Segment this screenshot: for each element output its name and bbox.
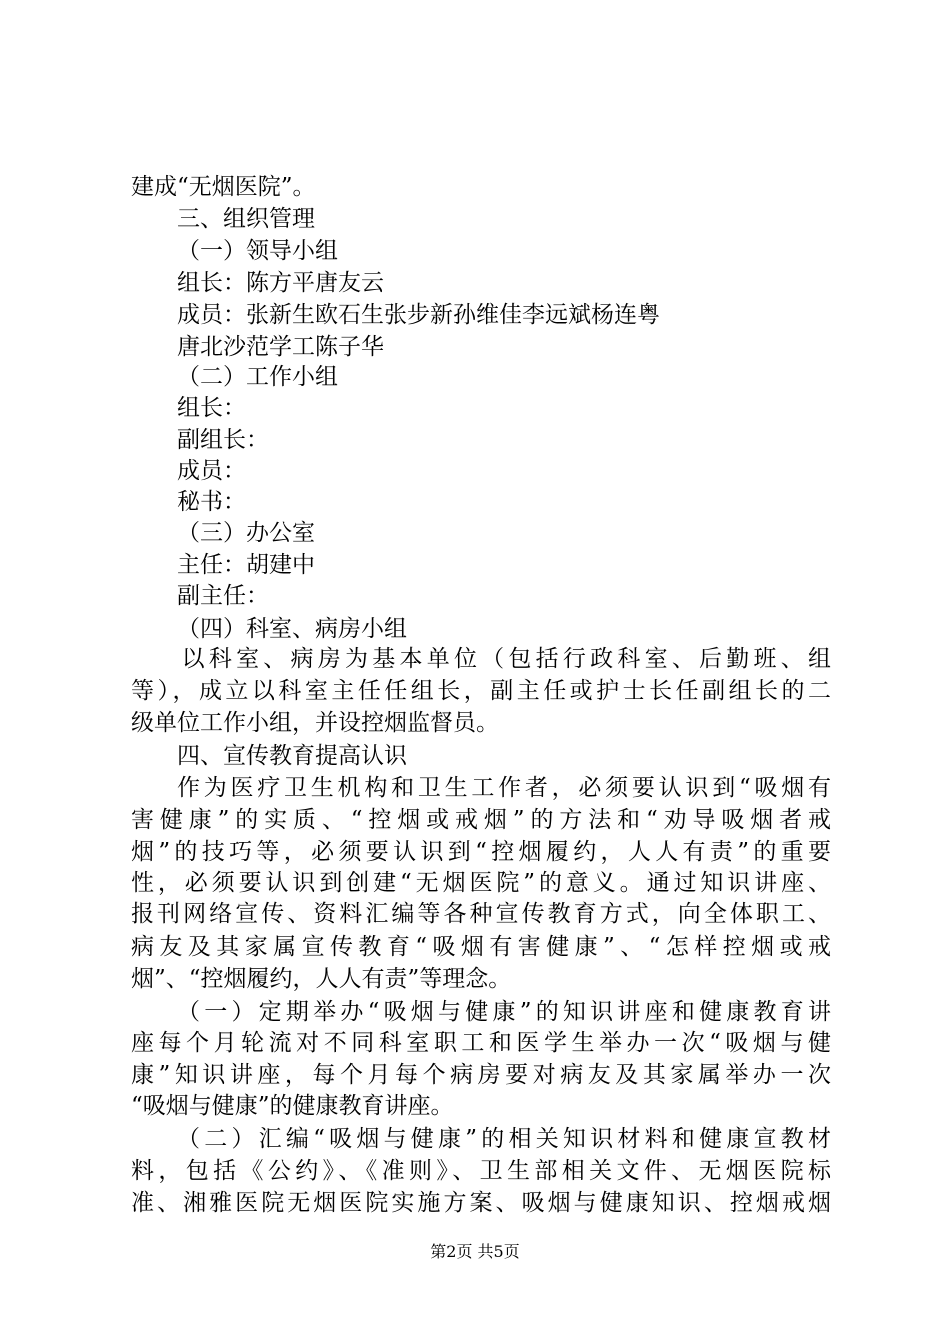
text-line	[0, 741, 950, 771]
line-text: “吸烟与健康”的健康教育讲座。	[131, 1093, 454, 1119]
line-text: （一）定期举办“吸烟与健康”的知识讲座和健康教育讲	[177, 999, 831, 1025]
line-text: 性，必须要认识到创建“无烟医院”的意义。通过知识讲座、	[131, 870, 831, 896]
text-line	[0, 487, 950, 517]
text-line	[0, 868, 950, 898]
page-footer: 第2页 共5页	[430, 1242, 520, 1261]
line-text: 座每个月轮流对不同科室职工和医学生举办一次“吸烟与健	[131, 1030, 831, 1056]
text-line	[0, 204, 950, 234]
text-line	[0, 172, 950, 202]
line-text: 成员：张新生欧石生张步新孙维佳李远斌杨连粤	[177, 302, 660, 328]
line-text: 烟”的技巧等，必须要认识到“控烟履约，人人有责”的重要	[131, 839, 831, 865]
text-line	[0, 300, 950, 330]
line-text: 建成“无烟医院”。	[131, 174, 316, 200]
line-text: （二）汇编“吸烟与健康”的相关知识材料和健康宣教材	[177, 1126, 831, 1152]
line-text: 副主任：	[177, 583, 269, 609]
text-line	[0, 773, 950, 803]
line-text: 唐北沙范学工陈子华	[177, 334, 384, 360]
text-line	[0, 1188, 950, 1218]
text-line	[0, 644, 950, 674]
line-text: 成员：	[177, 458, 246, 484]
text-line	[0, 1091, 950, 1121]
text-line	[0, 1060, 950, 1090]
line-text: 等），成立以科室主任任组长，副主任或护士长任副组长的二	[131, 678, 831, 704]
line-text: 料，包括《公约》、《准则》、卫生部相关文件、无烟医院标	[131, 1158, 831, 1184]
line-text: 病友及其家属宣传教育“吸烟有害健康”、“怎样控烟或戒	[131, 934, 831, 960]
line-text: 四、宣传教育提高认识	[177, 743, 407, 769]
text-line	[0, 964, 950, 994]
line-text: 准、湘雅医院无烟医院实施方案、吸烟与健康知识、控烟戒烟	[131, 1190, 831, 1216]
text-line	[0, 997, 950, 1027]
text-line	[0, 805, 950, 835]
text-line	[0, 932, 950, 962]
line-text: （三）办公室	[177, 520, 315, 546]
text-line	[0, 581, 950, 611]
text-line	[0, 268, 950, 298]
line-text: 主任：胡建中	[177, 552, 315, 578]
line-text: 秘书：	[177, 489, 246, 515]
text-line	[0, 708, 950, 738]
text-line	[0, 518, 950, 548]
line-text: 副组长：	[177, 427, 269, 453]
text-line	[0, 1028, 950, 1058]
line-text: （四）科室、病房小组	[177, 616, 407, 642]
line-text: 害健康”的实质、“控烟或戒烟”的方法和“劝导吸烟者戒	[131, 807, 831, 833]
text-line	[0, 236, 950, 266]
text-line	[0, 362, 950, 392]
line-text: 以科室、病房为基本单位（包括行政科室、后勤班、组	[181, 646, 831, 672]
line-text: 作为医疗卫生机构和卫生工作者，必须要认识到“吸烟有	[177, 775, 831, 801]
line-text: 康”知识讲座，每个月每个病房要对病友及其家属举办一次	[131, 1062, 831, 1088]
line-text: 组长：	[177, 395, 246, 421]
text-line	[0, 837, 950, 867]
text-line	[0, 425, 950, 455]
text-line	[0, 332, 950, 362]
text-line	[0, 676, 950, 706]
text-line	[0, 393, 950, 423]
text-line	[0, 1156, 950, 1186]
text-line	[0, 550, 950, 580]
line-text: 级单位工作小组，并设控烟监督员。	[131, 710, 499, 736]
text-line	[0, 614, 950, 644]
text-line	[0, 899, 950, 929]
line-text: 报刊网络宣传、资料汇编等各种宣传教育方式，向全体职工、	[131, 901, 831, 927]
line-text: 组长：陈方平唐友云	[177, 270, 384, 296]
line-text: 烟”、“控烟履约，人人有责”等理念。	[131, 966, 512, 992]
line-text: （二）工作小组	[177, 364, 338, 390]
line-text: 三、组织管理	[177, 206, 315, 232]
text-line	[0, 1124, 950, 1154]
text-line	[0, 456, 950, 486]
line-text: （一）领导小组	[177, 238, 338, 264]
